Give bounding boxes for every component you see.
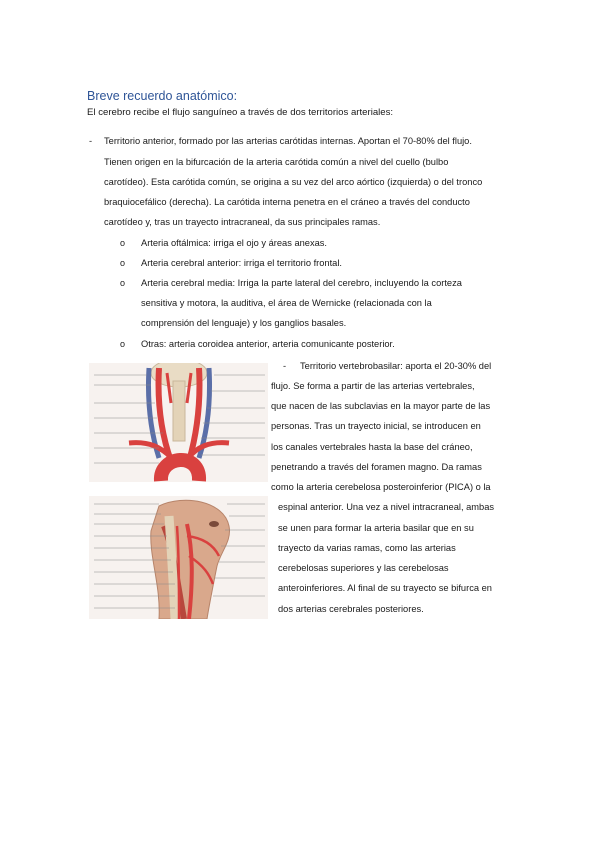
list-dash: - — [283, 361, 287, 371]
posterior-line: como la arteria cerebelosa posteroinferior (PICA) o la — [271, 482, 491, 492]
aortic-arch-illustration — [89, 363, 268, 482]
vertebral-arteries-diagram — [89, 496, 268, 619]
list-bullet: o — [120, 238, 126, 248]
branch-item: Arteria cerebral anterior: irriga el territorio frontal. — [141, 258, 342, 268]
anterior-line: braquiocefálico (derecha). La carótida interna penetra en el cráneo a través del conducto — [104, 197, 470, 207]
branch-item: Arteria cerebral media: Irriga la parte lateral del cerebro, incluyendo la corteza — [141, 278, 462, 288]
posterior-line: se unen para formar la arteria basilar que en su — [278, 523, 474, 533]
posterior-line: flujo. Se forma a partir de las arterias vertebrales, — [271, 381, 475, 391]
carotid-arteries-diagram — [89, 363, 268, 482]
branch-item: Arteria oftálmica: irriga el ojo y áreas anexas. — [141, 238, 328, 248]
list-dash: - — [89, 136, 93, 146]
anterior-line: carotídeo y, tras un trayecto intracraneal, da sus principales ramas. — [104, 217, 381, 227]
lateral-neck-illustration — [89, 496, 268, 619]
posterior-line: penetrando a través del foramen magno. Da ramas — [271, 462, 482, 472]
intro-paragraph: El cerebro recibe el flujo sanguíneo a través de dos territorios arteriales: — [87, 107, 394, 118]
posterior-line: los canales vertebrales hasta la base del cráneo, — [271, 442, 473, 452]
posterior-line: dos arterias cerebrales posteriores. — [278, 604, 424, 614]
posterior-line: anteroinferiores. Al final de su trayecto se bifurca en — [278, 583, 492, 593]
branch-item: sensitiva y motora, la auditiva, el área de Wernicke (relacionada con la — [141, 298, 432, 308]
section-heading: Breve recuerdo anatómico: — [87, 89, 238, 103]
list-bullet: o — [120, 258, 126, 268]
posterior-line: personas. Tras un trayecto inicial, se introducen en — [271, 421, 481, 431]
anterior-line: Tienen origen en la bifurcación de la arteria carótida común a nivel del cuello (bulbo — [104, 157, 449, 167]
posterior-line: cerebelosas superiores y las cerebelosas — [278, 563, 449, 573]
posterior-line: que nacen de las subclavias en la mayor parte de las — [271, 401, 491, 411]
list-bullet: o — [120, 278, 126, 288]
anterior-line: carotídeo). Esta carótida común, se origina a su vez del arco aórtico (izquierda) o del tronco — [104, 177, 483, 187]
branch-item: Otras: arteria coroidea anterior, arteria comunicante posterior. — [141, 339, 395, 349]
branch-item: comprensión del lenguaje) y los ganglios basales. — [141, 318, 347, 328]
list-bullet: o — [120, 339, 126, 349]
posterior-line: espinal anterior. Una vez a nivel intracraneal, ambas — [278, 502, 495, 512]
anterior-line: Territorio anterior, formado por las arterias carótidas internas. Aportan el 70-80% del flujo. — [104, 136, 472, 146]
posterior-line: Territorio vertebrobasilar: aporta el 20-30% del — [300, 361, 492, 371]
posterior-line: trayecto da varias ramas, como las arterias — [278, 543, 456, 553]
